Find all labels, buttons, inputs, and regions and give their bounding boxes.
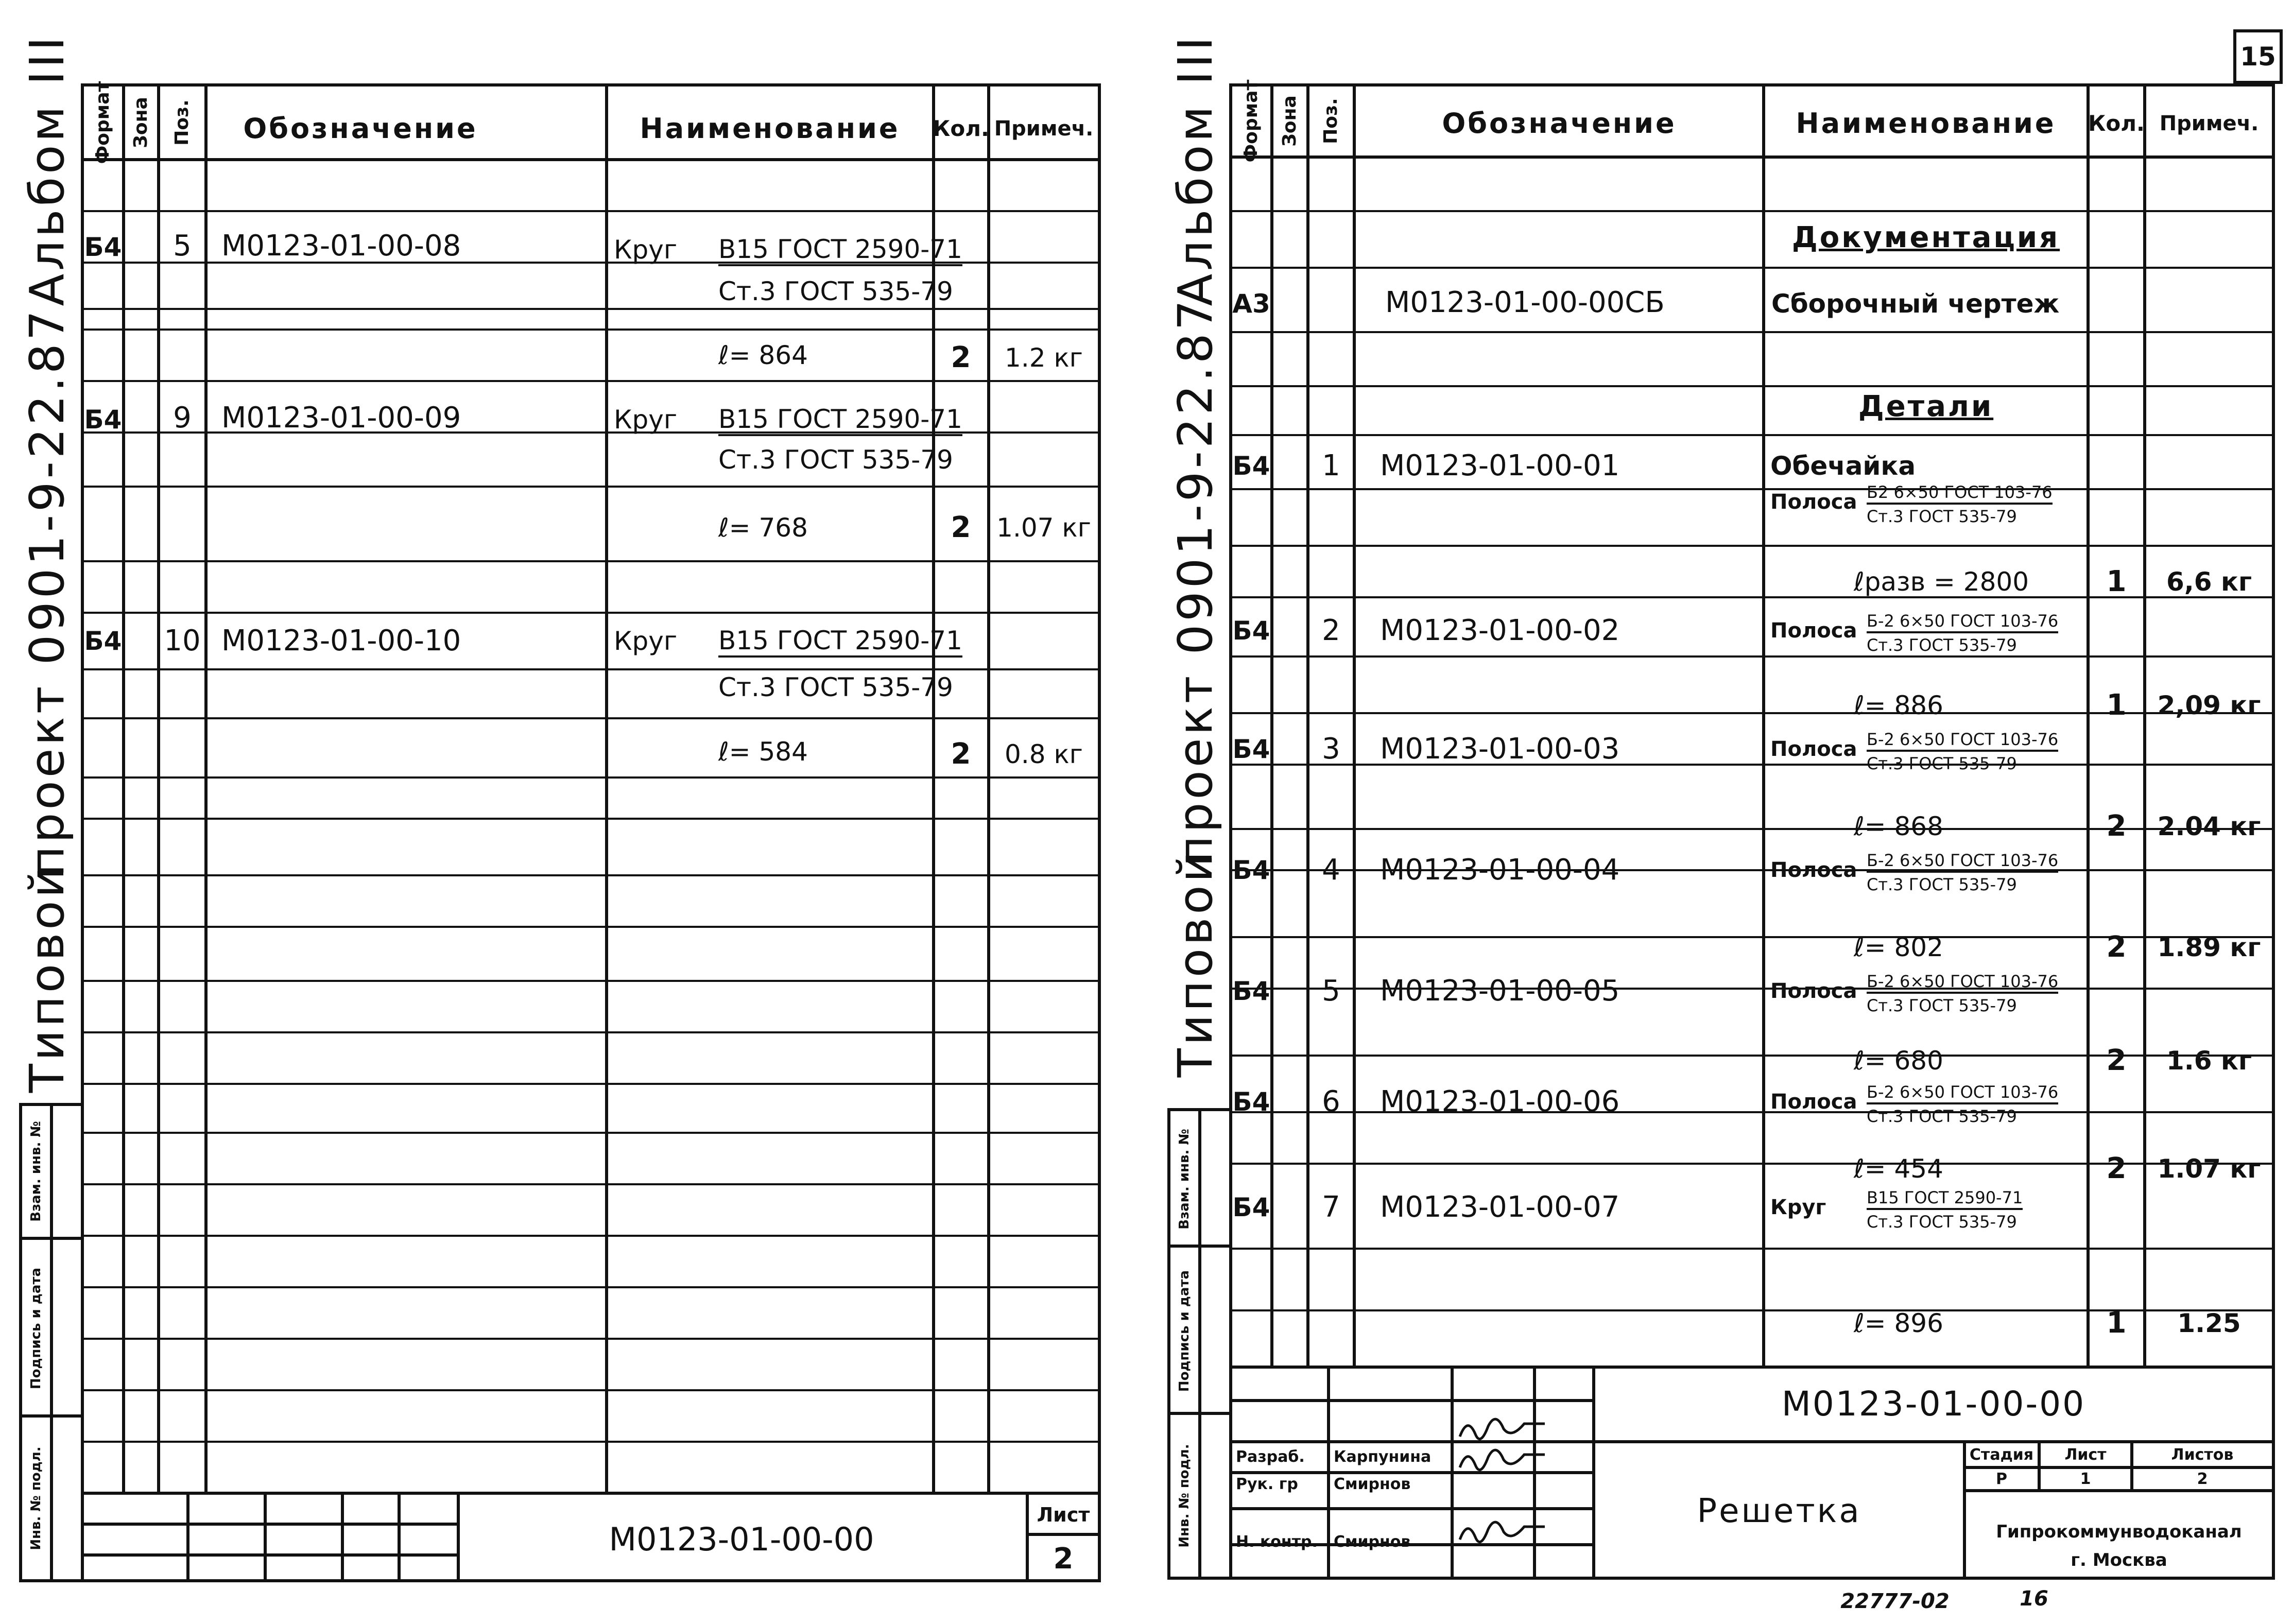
header-note: Примеч. [994, 117, 1094, 141]
org-line-1: Гипрокоммунводоканал [1996, 1522, 2242, 1542]
header-qty: Кол. [933, 116, 989, 141]
header-designation: Обозначение [243, 112, 478, 145]
side-title-typical-r: Типовой [1168, 848, 1223, 1078]
doc-row-format: А3 [1232, 289, 1270, 319]
sheet-value: 1 [2080, 1470, 2091, 1488]
right-row-qty: 2 [2106, 1152, 2127, 1185]
section-documentation: Документация [1791, 221, 2060, 254]
right-row-note: 1.07 кг [2157, 1154, 2261, 1184]
header-name: Наименование [640, 112, 900, 145]
right-row-name-bottom: Ст.3 ГОСТ 535-79 [1867, 1212, 2017, 1232]
left-row-note: 0.8 кг [1005, 739, 1083, 769]
sheets-label: Листов [2171, 1446, 2234, 1464]
signatures [1460, 1419, 1545, 1542]
right-row-designation: М0123-01-00-03 [1380, 732, 1620, 766]
title-block-code: М0123-01-00-00 [1781, 1384, 2086, 1424]
left-row-designation: М0123-01-00-08 [221, 229, 461, 263]
left-row-note: 1.07 кг [996, 513, 1091, 543]
doc-row-name: Сборочный чертеж [1771, 289, 2060, 319]
left-row-designation: М0123-01-00-10 [221, 624, 461, 658]
role-name: Смирнов [1334, 1475, 1411, 1493]
right-row-length: ℓ= 868 [1854, 811, 1943, 841]
header-format-r: Формат [1240, 79, 1262, 163]
header-note-r: Примеч. [2159, 112, 2259, 135]
header-name-r: Наименование [1796, 107, 2056, 140]
header-zone-r: Зона [1279, 95, 1300, 147]
left-footer-code: М0123-01-00-00 [609, 1521, 874, 1558]
right-row-name-top: Б-2 6×50 ГОСТ 103-76 [1867, 973, 2058, 994]
right-row-pos: 6 [1322, 1085, 1340, 1118]
right-row-qty: 1 [2106, 565, 2127, 598]
left-sheet-number: 2 [1053, 1542, 1074, 1576]
page-number: 15 [2240, 42, 2276, 72]
left-row-pos: 10 [164, 624, 201, 658]
side-title-project-r: проект 0901-9-22.87 [1168, 297, 1223, 867]
right-row-name-top: Б2 6×50 ГОСТ 103-76 [1867, 484, 2053, 505]
left-row-designation: М0123-01-00-09 [221, 401, 461, 435]
right-row-format: Б4 [1232, 855, 1270, 885]
left-row-name-bottom: Ст.3 ГОСТ 535-79 [718, 672, 953, 702]
left-row-pos: 5 [173, 229, 192, 263]
role-label: Рук. гр [1236, 1475, 1298, 1493]
left-row-name-prefix: Круг [614, 405, 678, 435]
right-row-pos: 7 [1322, 1190, 1340, 1224]
right-row-name-bottom: Ст.3 ГОСТ 535-79 [1867, 754, 2017, 773]
role-label: Разраб. [1236, 1448, 1305, 1466]
right-row-pos: 5 [1322, 974, 1340, 1008]
title-block-title: Решетка [1697, 1492, 1861, 1530]
right-row-format: Б4 [1232, 734, 1270, 764]
role-name: Смирнов [1334, 1533, 1411, 1551]
left-row-qty: 2 [951, 737, 971, 771]
right-row-name-prefix: Полоса [1770, 490, 1857, 514]
right-row-name-bottom: Ст.3 ГОСТ 535-79 [1867, 507, 2017, 526]
right-row-name-prefix: Полоса [1770, 619, 1857, 643]
right-row-designation: М0123-01-00-05 [1380, 974, 1620, 1008]
right-row-note: 1.89 кг [2157, 932, 2261, 962]
right-row-name-bottom: Ст.3 ГОСТ 535-79 [1867, 1107, 2017, 1126]
right-row-length: ℓразв = 2800 [1854, 567, 2029, 597]
right-row-pos: 4 [1322, 853, 1340, 887]
right-row-title: Обечайка [1770, 451, 1916, 481]
left-row-format: Б4 [84, 626, 122, 656]
right-row-length: ℓ= 454 [1854, 1154, 1943, 1184]
left-row-length: ℓ= 864 [718, 340, 808, 370]
right-row-name-bottom: Ст.3 ГОСТ 535-79 [1867, 875, 2017, 894]
right-row-format: Б4 [1232, 1193, 1270, 1222]
header-format: Формат [92, 81, 113, 164]
role-label: Н. контр. [1236, 1533, 1318, 1551]
right-row-note: 2.04 кг [2157, 811, 2261, 841]
right-row-format: Б4 [1232, 451, 1270, 481]
right-row-format: Б4 [1232, 976, 1270, 1006]
stamp-label-sign-r: Подпись и дата [1177, 1270, 1192, 1392]
right-row-qty: 2 [2106, 809, 2127, 843]
header-pos-r: Поз. [1320, 98, 1341, 144]
stamp-label-replace: Взам. инв. № [28, 1121, 44, 1222]
left-row-name-top: В15 ГОСТ 2590-71 [718, 236, 962, 266]
header-pos: Поз. [171, 99, 193, 146]
right-row-note: 1.25 [2177, 1308, 2241, 1338]
bottom-stamp-page: 16 [2020, 1587, 2048, 1611]
left-row-name-prefix: Круг [614, 626, 678, 656]
header-designation-r: Обозначение [1442, 107, 1677, 140]
right-row-name-prefix: Круг [1770, 1196, 1826, 1219]
right-row-name-prefix: Полоса [1770, 858, 1857, 882]
stage-label: Стадия [1969, 1446, 2034, 1464]
side-title-typical: Типовой [20, 863, 75, 1093]
right-row-length: ℓ= 896 [1854, 1308, 1943, 1338]
sheets-value: 2 [2197, 1470, 2208, 1488]
left-row-format: Б4 [84, 232, 122, 262]
left-row-length: ℓ= 768 [718, 513, 808, 543]
right-row-name-top: Б-2 6×50 ГОСТ 103-76 [1867, 613, 2058, 633]
right-row-qty: 2 [2106, 930, 2127, 964]
org-line-2: г. Москва [2071, 1550, 2167, 1570]
right-row-format: Б4 [1232, 1087, 1270, 1117]
left-row-note: 1.2 кг [1005, 343, 1083, 373]
right-row-name-top: Б-2 6×50 ГОСТ 103-76 [1867, 852, 2058, 873]
right-row-designation: М0123-01-00-07 [1380, 1190, 1620, 1224]
section-details: Детали [1858, 390, 1994, 423]
right-row-note: 2,09 кг [2157, 690, 2261, 720]
right-row-pos: 1 [1322, 449, 1340, 482]
left-sheet-label: Лист [1037, 1504, 1090, 1526]
right-row-length: ℓ= 886 [1854, 690, 1943, 720]
right-row-length: ℓ= 802 [1854, 932, 1943, 962]
left-row-name-top: В15 ГОСТ 2590-71 [718, 628, 962, 658]
right-row-name-prefix: Полоса [1770, 1090, 1857, 1114]
right-row-name-prefix: Полоса [1770, 979, 1857, 1003]
left-row-format: Б4 [84, 405, 122, 435]
right-row-pos: 3 [1322, 732, 1340, 766]
left-row-qty: 2 [951, 511, 971, 544]
stamp-label-inv-r: Инв. № подл. [1177, 1444, 1192, 1548]
right-row-qty: 2 [2106, 1044, 2127, 1077]
right-row-name-top: В15 ГОСТ 2590-71 [1867, 1189, 2023, 1210]
right-row-name-bottom: Ст.3 ГОСТ 535-79 [1867, 996, 2017, 1015]
right-row-name-top: Б-2 6×50 ГОСТ 103-76 [1867, 731, 2058, 752]
stamp-label-inv: Инв. № подл. [28, 1446, 44, 1550]
header-qty-r: Кол. [2088, 111, 2145, 136]
header-zone: Зона [130, 97, 151, 148]
right-row-pos: 2 [1322, 614, 1340, 647]
right-row-length: ℓ= 680 [1854, 1046, 1943, 1076]
right-row-note: 6,6 кг [2166, 567, 2252, 597]
role-name: Карпунина [1334, 1448, 1432, 1466]
left-row-name-bottom: Ст.3 ГОСТ 535-79 [718, 445, 953, 475]
sheet-label: Лист [2064, 1446, 2107, 1464]
left-row-pos: 9 [173, 401, 192, 435]
right-row-designation: М0123-01-00-04 [1380, 853, 1620, 887]
right-row-designation: М0123-01-00-02 [1380, 614, 1620, 647]
right-row-qty: 1 [2106, 1306, 2127, 1340]
right-row-name-prefix: Полоса [1770, 737, 1857, 761]
left-row-length: ℓ= 584 [718, 737, 808, 767]
left-row-name-top: В15 ГОСТ 2590-71 [718, 406, 962, 436]
side-title-album: Альбом III [20, 33, 75, 306]
right-row-name-bottom: Ст.3 ГОСТ 535-79 [1867, 635, 2017, 655]
stamp-label-sign: Подпись и дата [28, 1267, 44, 1390]
right-row-name-top: Б-2 6×50 ГОСТ 103-76 [1867, 1084, 2058, 1104]
right-row-qty: 1 [2106, 688, 2127, 722]
stage-value: Р [1996, 1470, 2007, 1488]
side-title-album-r: Альбом III [1168, 33, 1223, 306]
right-row-format: Б4 [1232, 616, 1270, 646]
left-row-name-prefix: Круг [614, 235, 678, 265]
left-row-name-bottom: Ст.3 ГОСТ 535-79 [718, 277, 953, 306]
right-row-designation: М0123-01-00-01 [1380, 449, 1620, 482]
left-row-qty: 2 [951, 341, 971, 374]
stamp-label-replace-r: Взам. инв. № [1177, 1129, 1192, 1230]
side-title-project: проект 0901-9-22.87 [20, 307, 75, 877]
right-row-note: 1.6 кг [2166, 1046, 2252, 1076]
bottom-stamp-number: 22777-02 [1840, 1590, 1950, 1613]
right-row-designation: М0123-01-00-06 [1380, 1085, 1620, 1118]
doc-row-designation: М0123-01-00-00СБ [1385, 286, 1665, 319]
